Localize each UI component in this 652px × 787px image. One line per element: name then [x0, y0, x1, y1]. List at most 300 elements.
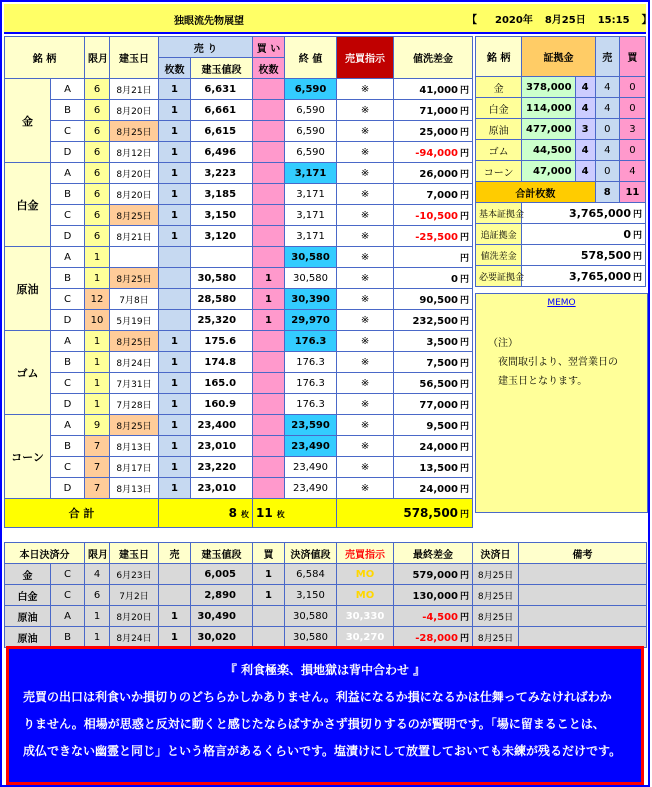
buy-count-cell: [253, 394, 285, 415]
summary-header-row: [476, 37, 646, 77]
buy-count-cell: [253, 121, 285, 142]
summary-row: [476, 98, 646, 119]
settle-month: 1: [85, 606, 110, 627]
table-row: [5, 100, 473, 121]
settle-settle-price: 3,150: [285, 585, 337, 606]
summary-money-unit: 円: [632, 209, 642, 220]
brand-cell: 白金: [5, 163, 51, 247]
table-row: [5, 415, 473, 436]
buy-count-cell: [253, 373, 285, 394]
summary-brand: 金: [476, 77, 522, 98]
yen-unit: 円: [460, 484, 470, 495]
month-cell: 1: [85, 394, 110, 415]
sell-count-cell: 1: [159, 415, 191, 436]
total-row: [5, 499, 473, 528]
yen-unit: 円: [460, 127, 470, 138]
datetime: [467, 11, 652, 26]
settle-header-row: [5, 543, 647, 564]
header-diff: 値洗差金: [394, 37, 473, 79]
settlement-table: [4, 542, 647, 648]
settle-brand: 原油: [5, 606, 51, 627]
settle-header-sell: 売: [159, 543, 191, 564]
close-cell: 6,590: [285, 142, 337, 163]
buy-unit: 枚: [276, 510, 285, 519]
sell-count-cell: 1: [159, 100, 191, 121]
diff-cell: [394, 436, 473, 457]
yen-unit: 円: [460, 421, 470, 432]
summary-money-value: [522, 245, 646, 266]
summary-brand: 白金: [476, 98, 522, 119]
settle-final-unit: 円: [459, 633, 469, 644]
memo-link[interactable]: MEMO: [547, 298, 576, 308]
settle-header-settle-price: 決済値段: [285, 543, 337, 564]
settle-letter: B: [51, 627, 85, 648]
settle-header-instr: 売買指示: [337, 543, 394, 564]
yen-unit: 円: [460, 274, 470, 285]
price-cell: 3,120: [191, 226, 253, 247]
month-cell: 1: [85, 352, 110, 373]
summary-brand: 原油: [476, 119, 522, 140]
summary-header-margin: 証拠金: [522, 37, 595, 77]
date-cell: 8月24日: [110, 352, 159, 373]
month-cell: 6: [85, 205, 110, 226]
instruction-cell: ※: [337, 163, 394, 184]
settle-date: 6月23日: [110, 564, 159, 585]
row-letter: B: [51, 100, 85, 121]
diff-value: 56,500: [419, 378, 459, 390]
yen-unit: 円: [460, 463, 470, 474]
yen-unit: 円: [460, 295, 470, 306]
month-cell: 1: [85, 268, 110, 289]
summary-buy: 4: [619, 161, 645, 182]
month-cell: 9: [85, 415, 110, 436]
diff-value: 24,000: [419, 441, 459, 453]
diff-cell: [394, 310, 473, 331]
summary-sell: 4: [595, 98, 619, 119]
sell-count-cell: 1: [159, 394, 191, 415]
diff-value: -94,000: [415, 147, 459, 159]
month-cell: 6: [85, 184, 110, 205]
date-cell: 8月13日: [110, 436, 159, 457]
summary-sell: 0: [595, 119, 619, 140]
sell-count-cell: 1: [159, 142, 191, 163]
close-cell: 23,490: [285, 478, 337, 499]
diff-cell: [394, 247, 473, 268]
close-cell: 176.3: [285, 373, 337, 394]
price-cell: 160.9: [191, 394, 253, 415]
summary-margin: 378,000: [522, 77, 575, 98]
price-cell: 3,150: [191, 205, 253, 226]
price-cell: 6,631: [191, 79, 253, 100]
date-cell: 5月19日: [110, 310, 159, 331]
settle-settle-date: 8月25日: [473, 564, 519, 585]
instruction-cell: ※: [337, 100, 394, 121]
settle-final: [394, 606, 473, 627]
brand-cell: 原油: [5, 247, 51, 331]
diff-cell: [394, 352, 473, 373]
diff-cell: [394, 79, 473, 100]
diff-cell: [394, 163, 473, 184]
month-cell: 6: [85, 142, 110, 163]
diff-cell: [394, 142, 473, 163]
yen-unit: 円: [460, 316, 470, 327]
row-letter: C: [51, 289, 85, 310]
diff-cell: [394, 415, 473, 436]
settle-settle-date: 8月25日: [473, 606, 519, 627]
header-price: 建玉値段: [191, 58, 253, 79]
sell-total: 8: [228, 506, 238, 520]
instruction-cell: ※: [337, 121, 394, 142]
diff-value: 13,500: [419, 462, 459, 474]
summary-money-amount: 3,765,000: [569, 206, 631, 220]
header-close: 終 値: [285, 37, 337, 79]
diff-total-cell: [337, 499, 473, 528]
total-label: 合 計: [5, 499, 159, 528]
summary-margin: 477,000: [522, 119, 575, 140]
sell-count-cell: 1: [159, 184, 191, 205]
row-letter: A: [51, 79, 85, 100]
positions-table: [4, 36, 473, 528]
settle-date: 7月2日: [110, 585, 159, 606]
message-line2: りません。相場が思惑と反対に動くと感じたならばすかさず損切りするのが賢明です。「場に留まることは、: [23, 717, 605, 731]
settle-row: [5, 585, 647, 606]
table-row: [5, 289, 473, 310]
close-cell: 6,590: [285, 121, 337, 142]
summary-money-amount: 3,765,000: [569, 269, 631, 283]
yen-unit: 円: [460, 211, 470, 222]
row-letter: C: [51, 373, 85, 394]
summary-money-label: 基本証拠金: [476, 203, 522, 224]
diff-value: -10,500: [415, 210, 459, 222]
brand-cell: ゴム: [5, 331, 51, 415]
bracket-open: 【: [467, 15, 477, 26]
yen-unit: 円: [460, 232, 470, 243]
settle-buy: 1: [253, 585, 285, 606]
price-cell: 165.0: [191, 373, 253, 394]
price-cell: 23,220: [191, 457, 253, 478]
sell-count-cell: 1: [159, 436, 191, 457]
diff-value: 71,000: [419, 105, 459, 117]
instruction-cell: ※: [337, 415, 394, 436]
date: 8月25日: [544, 15, 586, 26]
yen-unit: 円: [460, 253, 470, 264]
settle-instr: 30,330: [337, 606, 394, 627]
memo-panel: [475, 293, 648, 513]
table-row: [5, 205, 473, 226]
sell-count-cell: [159, 268, 191, 289]
summary-money-unit: 円: [632, 230, 642, 241]
summary-total-row: [476, 182, 646, 203]
row-letter: A: [51, 163, 85, 184]
instruction-cell: ※: [337, 457, 394, 478]
buy-count-cell: [253, 457, 285, 478]
instruction-cell: ※: [337, 436, 394, 457]
row-letter: D: [51, 394, 85, 415]
settle-month: 1: [85, 627, 110, 648]
close-cell: 6,590: [285, 79, 337, 100]
instruction-cell: ※: [337, 205, 394, 226]
instruction-cell: ※: [337, 226, 394, 247]
settle-brand: 白金: [5, 585, 51, 606]
settle-month: 6: [85, 585, 110, 606]
summary-money-amount: 0: [623, 227, 631, 241]
buy-count-cell: [253, 415, 285, 436]
date-cell: 7月8日: [110, 289, 159, 310]
header-sell: 売 り: [159, 37, 253, 58]
date-cell: 8月25日: [110, 205, 159, 226]
settle-settle-date: 8月25日: [473, 585, 519, 606]
buy-count-cell: [253, 436, 285, 457]
month-cell: 1: [85, 247, 110, 268]
buy-total-cell: [253, 499, 337, 528]
row-letter: D: [51, 310, 85, 331]
close-cell: 176.3: [285, 331, 337, 352]
sell-count-cell: 1: [159, 226, 191, 247]
time: 15:15: [597, 15, 630, 26]
date-cell: 8月20日: [110, 163, 159, 184]
instruction-cell: ※: [337, 268, 394, 289]
settle-price: 30,020: [191, 627, 253, 648]
sell-count-cell: 1: [159, 457, 191, 478]
settle-month: 4: [85, 564, 110, 585]
price-cell: 23,010: [191, 436, 253, 457]
close-cell: 176.3: [285, 394, 337, 415]
diff-value: 90,500: [419, 294, 459, 306]
settle-note: [519, 585, 647, 606]
row-letter: A: [51, 415, 85, 436]
date-cell: 8月25日: [110, 268, 159, 289]
month-cell: 7: [85, 457, 110, 478]
summary-total-buy: 11: [619, 182, 645, 203]
price-cell: 6,496: [191, 142, 253, 163]
table-row: [5, 352, 473, 373]
settle-header-date: 建玉日: [110, 543, 159, 564]
yen-unit: 円: [460, 400, 470, 411]
settle-date: 8月20日: [110, 606, 159, 627]
close-cell: 176.3: [285, 352, 337, 373]
price-cell: 25,320: [191, 310, 253, 331]
summary-total-sell: 8: [595, 182, 619, 203]
date-cell: [110, 247, 159, 268]
message-line3: 成仏できない幽霊と同じ」という格言があるくらいです。塩漬けにして放置しておいても未練が残るだけです。: [23, 744, 622, 758]
table-row: [5, 268, 473, 289]
summary-buy: 3: [619, 119, 645, 140]
summary-money-label: 必要証拠金: [476, 266, 522, 287]
summary-money-label: 値洗差金: [476, 245, 522, 266]
settle-header-buy: 買: [253, 543, 285, 564]
instruction-cell: ※: [337, 352, 394, 373]
instruction-cell: ※: [337, 247, 394, 268]
price-cell: 6,661: [191, 100, 253, 121]
settle-final: [394, 564, 473, 585]
year: 2020年: [495, 15, 533, 26]
header-sell-count: 枚数: [159, 58, 191, 79]
table-row: [5, 457, 473, 478]
main-header-row: [5, 37, 473, 58]
date-cell: 7月31日: [110, 373, 159, 394]
summary-sell: 0: [595, 161, 619, 182]
month-cell: 6: [85, 121, 110, 142]
summary-money-row: [476, 224, 646, 245]
settle-note: [519, 564, 647, 585]
table-row: [5, 163, 473, 184]
summary-money-value: [522, 266, 646, 287]
instruction-cell: ※: [337, 394, 394, 415]
buy-count-cell: 1: [253, 289, 285, 310]
summary-factor: 3: [575, 119, 595, 140]
close-cell: 6,590: [285, 100, 337, 121]
settle-letter: C: [51, 585, 85, 606]
settle-header-settle-date: 決済日: [473, 543, 519, 564]
yen-unit: 円: [460, 442, 470, 453]
diff-cell: [394, 478, 473, 499]
instruction-cell: ※: [337, 184, 394, 205]
buy-total: 11: [256, 506, 273, 520]
row-letter: A: [51, 331, 85, 352]
instruction-cell: ※: [337, 331, 394, 352]
summary-sell: 4: [595, 140, 619, 161]
table-row: [5, 79, 473, 100]
buy-count-cell: [253, 100, 285, 121]
row-letter: B: [51, 268, 85, 289]
date-cell: 8月17日: [110, 457, 159, 478]
settle-price: 2,890: [191, 585, 253, 606]
settle-sell: [159, 585, 191, 606]
month-cell: 10: [85, 310, 110, 331]
yen-unit: 円: [460, 169, 470, 180]
table-row: [5, 247, 473, 268]
diff-value: 24,000: [419, 483, 459, 495]
summary-money-row: [476, 203, 646, 224]
summary-buy: 0: [619, 77, 645, 98]
memo-note-line1: 夜間取引より、翌営業日の: [498, 357, 618, 368]
settle-letter: C: [51, 564, 85, 585]
summary-total-label: 合計枚数: [476, 182, 596, 203]
summary-margin: 114,000: [522, 98, 575, 119]
sell-count-cell: 1: [159, 205, 191, 226]
diff-value: 26,000: [419, 168, 459, 180]
summary-factor: 4: [575, 77, 595, 98]
buy-count-cell: [253, 205, 285, 226]
settle-brand: 原油: [5, 627, 51, 648]
diff-value: 9,500: [426, 420, 459, 432]
diff-cell: [394, 373, 473, 394]
price-cell: 3,223: [191, 163, 253, 184]
diff-value: 7,000: [426, 189, 459, 201]
settle-header-month: 限月: [85, 543, 110, 564]
table-row: [5, 121, 473, 142]
message-title: 『 利食極楽、損地獄は背中合わせ 』: [224, 663, 426, 677]
row-letter: B: [51, 352, 85, 373]
yen-unit: 円: [460, 106, 470, 117]
table-row: [5, 394, 473, 415]
settle-sell: 1: [159, 606, 191, 627]
instruction-cell: ※: [337, 373, 394, 394]
buy-count-cell: [253, 163, 285, 184]
header-buy-count: 枚数: [253, 58, 285, 79]
summary-money-label: 追証拠金: [476, 224, 522, 245]
summary-brand: コーン: [476, 161, 522, 182]
sell-count-cell: [159, 310, 191, 331]
summary-money-row: [476, 245, 646, 266]
diff-cell: [394, 289, 473, 310]
message-box: [6, 646, 644, 785]
date-cell: 8月21日: [110, 79, 159, 100]
buy-count-cell: [253, 331, 285, 352]
diff-value: 0: [451, 273, 459, 285]
date-cell: 8月21日: [110, 226, 159, 247]
close-cell: 30,580: [285, 268, 337, 289]
summary-row: [476, 140, 646, 161]
settle-row: [5, 627, 647, 648]
title-bar: [4, 4, 652, 34]
row-letter: D: [51, 226, 85, 247]
settle-final-unit: 円: [459, 570, 469, 581]
summary-money-value: [522, 224, 646, 245]
diff-cell: [394, 205, 473, 226]
diff-cell: [394, 226, 473, 247]
diff-value: 77,000: [419, 399, 459, 411]
table-row: [5, 310, 473, 331]
close-cell: 23,490: [285, 436, 337, 457]
diff-cell: [394, 100, 473, 121]
sell-unit: 枚: [241, 510, 250, 519]
settle-instr: MO: [337, 564, 394, 585]
settle-final-value: 579,000: [412, 569, 458, 581]
summary-money-unit: 円: [632, 251, 642, 262]
header-buy: 買 い: [253, 37, 285, 58]
date-cell: 8月25日: [110, 415, 159, 436]
row-letter: B: [51, 184, 85, 205]
price-cell: 175.6: [191, 331, 253, 352]
close-cell: 30,390: [285, 289, 337, 310]
header-brand: 銘 柄: [5, 37, 85, 79]
settle-final-unit: 円: [459, 612, 469, 623]
memo-note-line2: 建玉日となります。: [498, 376, 588, 387]
diff-cell: [394, 331, 473, 352]
settle-note: [519, 606, 647, 627]
price-cell: [191, 247, 253, 268]
buy-count-cell: [253, 184, 285, 205]
settle-settle-price: 30,580: [285, 606, 337, 627]
diff-total-unit: 円: [460, 510, 470, 520]
buy-count-cell: [253, 352, 285, 373]
summary-money-value: [522, 203, 646, 224]
summary-header-sell: 売: [595, 37, 619, 77]
summary-header-brand: 銘 柄: [476, 37, 522, 77]
summary-money-amount: 578,500: [580, 248, 631, 262]
diff-cell: [394, 268, 473, 289]
diff-total: 578,500: [403, 506, 459, 520]
settle-settle-price: 30,580: [285, 627, 337, 648]
summary-table: [475, 36, 646, 287]
row-letter: C: [51, 205, 85, 226]
settle-header-price: 建玉値段: [191, 543, 253, 564]
diff-cell: [394, 121, 473, 142]
row-letter: D: [51, 142, 85, 163]
month-cell: 6: [85, 163, 110, 184]
settle-price: 30,490: [191, 606, 253, 627]
summary-margin: 44,500: [522, 140, 575, 161]
settle-price: 6,005: [191, 564, 253, 585]
month-cell: 6: [85, 226, 110, 247]
sell-total-cell: [159, 499, 253, 528]
settle-sell: [159, 564, 191, 585]
date-cell: 8月20日: [110, 184, 159, 205]
summary-money-row: [476, 266, 646, 287]
settle-final-value: -4,500: [422, 611, 458, 623]
settle-header-final: 最終差金: [394, 543, 473, 564]
